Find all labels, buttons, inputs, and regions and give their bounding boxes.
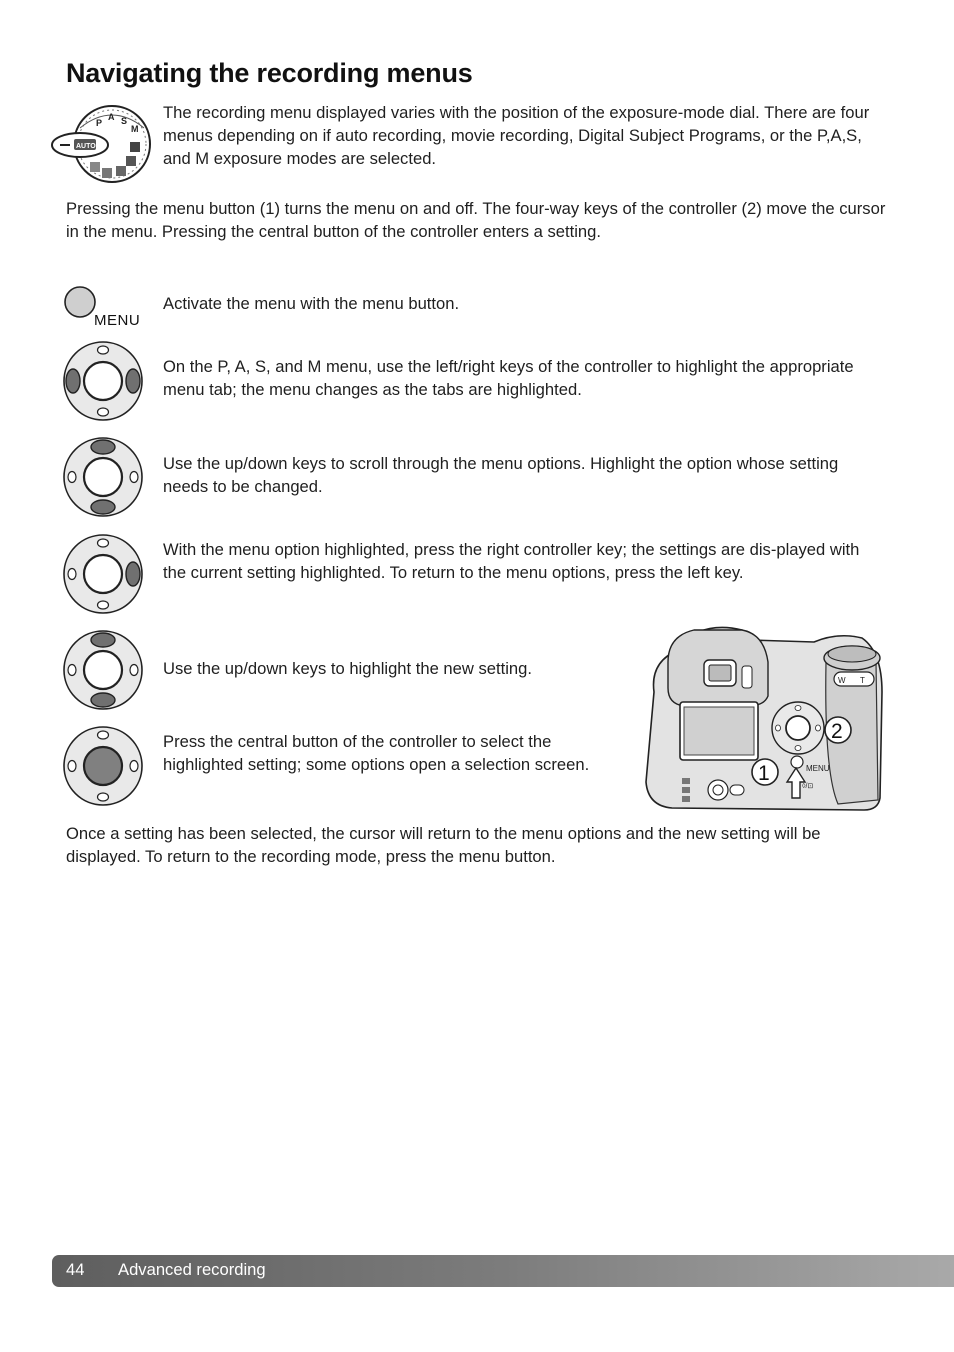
step-1-text: Activate the menu with the menu button. <box>163 294 460 313</box>
step-6-text: Press the central button of the controller to select the highlighted setting; some options open a selection screen. <box>163 732 590 774</box>
section-title: Advanced recording <box>118 1260 266 1279</box>
step-2-text: On the P, A, S, and M menu, use the left/right keys of the controller to highlight the appropriate menu tab; the menu changes as the tabs are highlighted. <box>163 357 854 399</box>
controller-up-down-icon <box>62 436 144 518</box>
dial-label-m: M <box>131 124 139 134</box>
dial-label-auto: AUTO <box>76 143 96 150</box>
controller-left-right-icon <box>62 340 144 422</box>
controller-right-icon <box>62 533 144 615</box>
menu-button-icon <box>62 284 146 330</box>
exposure-mode-dial-icon <box>50 98 154 186</box>
controller-center-icon <box>62 725 144 807</box>
page-title: Navigating the recording menus <box>66 58 473 88</box>
camera-back-illustration <box>638 622 886 814</box>
dial-label-s: S <box>121 116 128 126</box>
dial-label-a: A <box>108 112 115 122</box>
step-4-text: With the menu option highlighted, press the right controller key; the settings are dis-played with the current setting highlighted. To return to the menu options, press the left key. <box>163 540 860 582</box>
intro-paragraph-2: Pressing the menu button (1) turns the menu on and off. The four-way keys of the controller (2) move the cursor in the menu. Pressing the central button of the controller enters a setting. <box>66 199 886 241</box>
svg-text:◊/⊡: ◊/⊡ <box>802 783 814 790</box>
outro-paragraph: Once a setting has been selected, the cursor will return to the menu options and the new setting will be displayed. To return to the recording mode, press the menu button. <box>66 824 821 866</box>
svg-text:W: W <box>838 676 846 685</box>
menu-button-label: MENU <box>94 312 141 329</box>
intro-paragraph-1: The recording menu displayed varies with the position of the exposure-mode dial. There are four menus depending on if auto recording, movie recording, Digital Subject Programs, or the P,A,S, and M exposure modes are selected. <box>163 103 870 168</box>
svg-text:T: T <box>860 676 865 685</box>
dial-label-p: P <box>96 118 103 128</box>
page-number: 44 <box>66 1260 85 1279</box>
camera-menu-label: MENU <box>806 764 830 773</box>
step-5-text: Use the up/down keys to highlight the new setting. <box>163 659 532 678</box>
callout-2: 2 <box>831 720 843 743</box>
callout-1: 1 <box>758 762 770 785</box>
controller-up-down-icon <box>62 629 144 711</box>
step-3-text: Use the up/down keys to scroll through the menu options. Highlight the option whose setting needs to be changed. <box>163 454 839 496</box>
